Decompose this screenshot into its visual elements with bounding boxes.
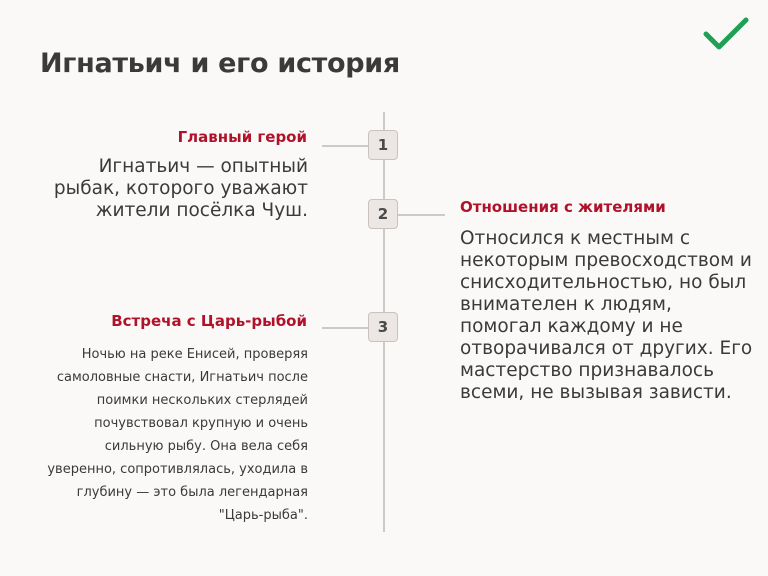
step-number-3: 3 <box>368 312 398 342</box>
step-text-tsar-fish: Ночью на реке Енисей, проверяя самоловные снасти, Игнатьич после поимки нескольких стерлядей почувствовал крупную и очень сильную рыбу. Она вела себя уверенно, сопротивлялась, уходила в глубину — это была легендарная "Царь-рыба". <box>47 347 308 523</box>
connector-2 <box>397 214 445 216</box>
step-heading-main-hero: Главный герой <box>177 128 307 146</box>
step-text-relations: Относился к местным с некоторым превосходством и снисходительностью, но был внимателен к людям, помогал каждому и не отворачивался от других. Его мастерство признавалось всеми, не вызывая зависти. <box>460 228 753 403</box>
checkmark-icon <box>702 16 750 52</box>
step-heading-tsar-fish: Встреча с Царь-рыбой <box>111 312 307 330</box>
step-heading-relations: Отношения с жителями <box>460 198 666 216</box>
step-number-2: 2 <box>368 199 398 229</box>
connector-3 <box>322 327 370 329</box>
step-number-1: 1 <box>368 130 398 160</box>
connector-1 <box>322 145 370 147</box>
page-title: Игнатьич и его история <box>40 48 400 79</box>
step-text-main-hero: Игнатьич — опытный рыбак, которого уважают жители посёлка Чуш. <box>53 156 308 221</box>
